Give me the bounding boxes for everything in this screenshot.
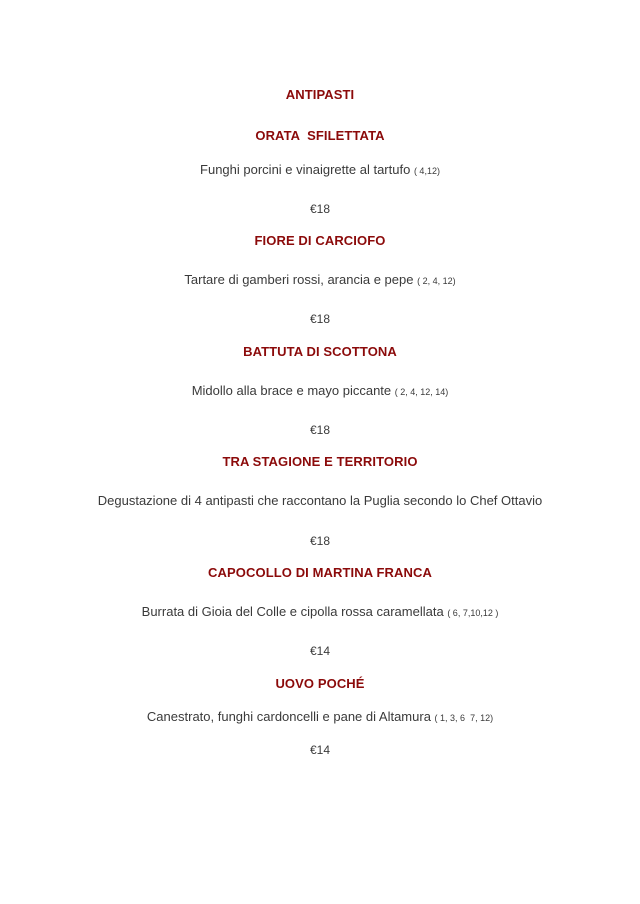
dish-name: TRA STAGIONE E TERRITORIO <box>222 454 418 469</box>
allergens: ( 6, 7,10,12 ) <box>447 608 499 618</box>
description-text: Degustazione di 4 antipasti che raccontano la Puglia secondo lo Chef Ottavio <box>97 493 543 508</box>
allergens: ( 1, 3, 6 7, 12) <box>434 713 494 723</box>
description-text: Burrata di Gioia del Colle e cipolla rossa caramellata <box>141 604 448 619</box>
dish-description <box>0 492 640 510</box>
dish-price: €14 <box>309 743 331 757</box>
allergens: ( 2, 4, 12) <box>417 276 456 286</box>
dish-name: ORATA SFILETTATA <box>255 128 385 143</box>
description-text: Tartare di gamberi rossi, arancia e pepe <box>184 272 418 287</box>
dish-name: FIORE DI CARCIOFO <box>254 233 386 248</box>
description-text: Funghi porcini e vinaigrette al tartufo <box>200 162 414 177</box>
dish-price: €14 <box>309 644 331 658</box>
dish-price: €18 <box>309 312 331 326</box>
dish-description <box>0 603 640 621</box>
dish-price: €18 <box>309 423 331 437</box>
description-text: Canestrato, funghi cardoncelli e pane di Altamura <box>146 709 435 724</box>
dish-name: CAPOCOLLO DI MARTINA FRANCA <box>208 565 432 580</box>
section-title: ANTIPASTI <box>285 87 355 102</box>
dish-description <box>0 382 640 400</box>
dish-name: UOVO POCHÉ <box>275 676 365 691</box>
dish-name: BATTUTA DI SCOTTONA <box>243 344 397 359</box>
allergens: ( 4,12) <box>413 166 440 176</box>
dish-description <box>0 161 640 179</box>
dish-description <box>0 271 640 289</box>
dish-price: €18 <box>309 534 331 548</box>
dish-price: €18 <box>309 202 331 216</box>
description-text: Midollo alla brace e mayo piccante <box>191 383 395 398</box>
dish-description <box>0 708 640 726</box>
allergens: ( 2, 4, 12, 14) <box>394 387 449 397</box>
